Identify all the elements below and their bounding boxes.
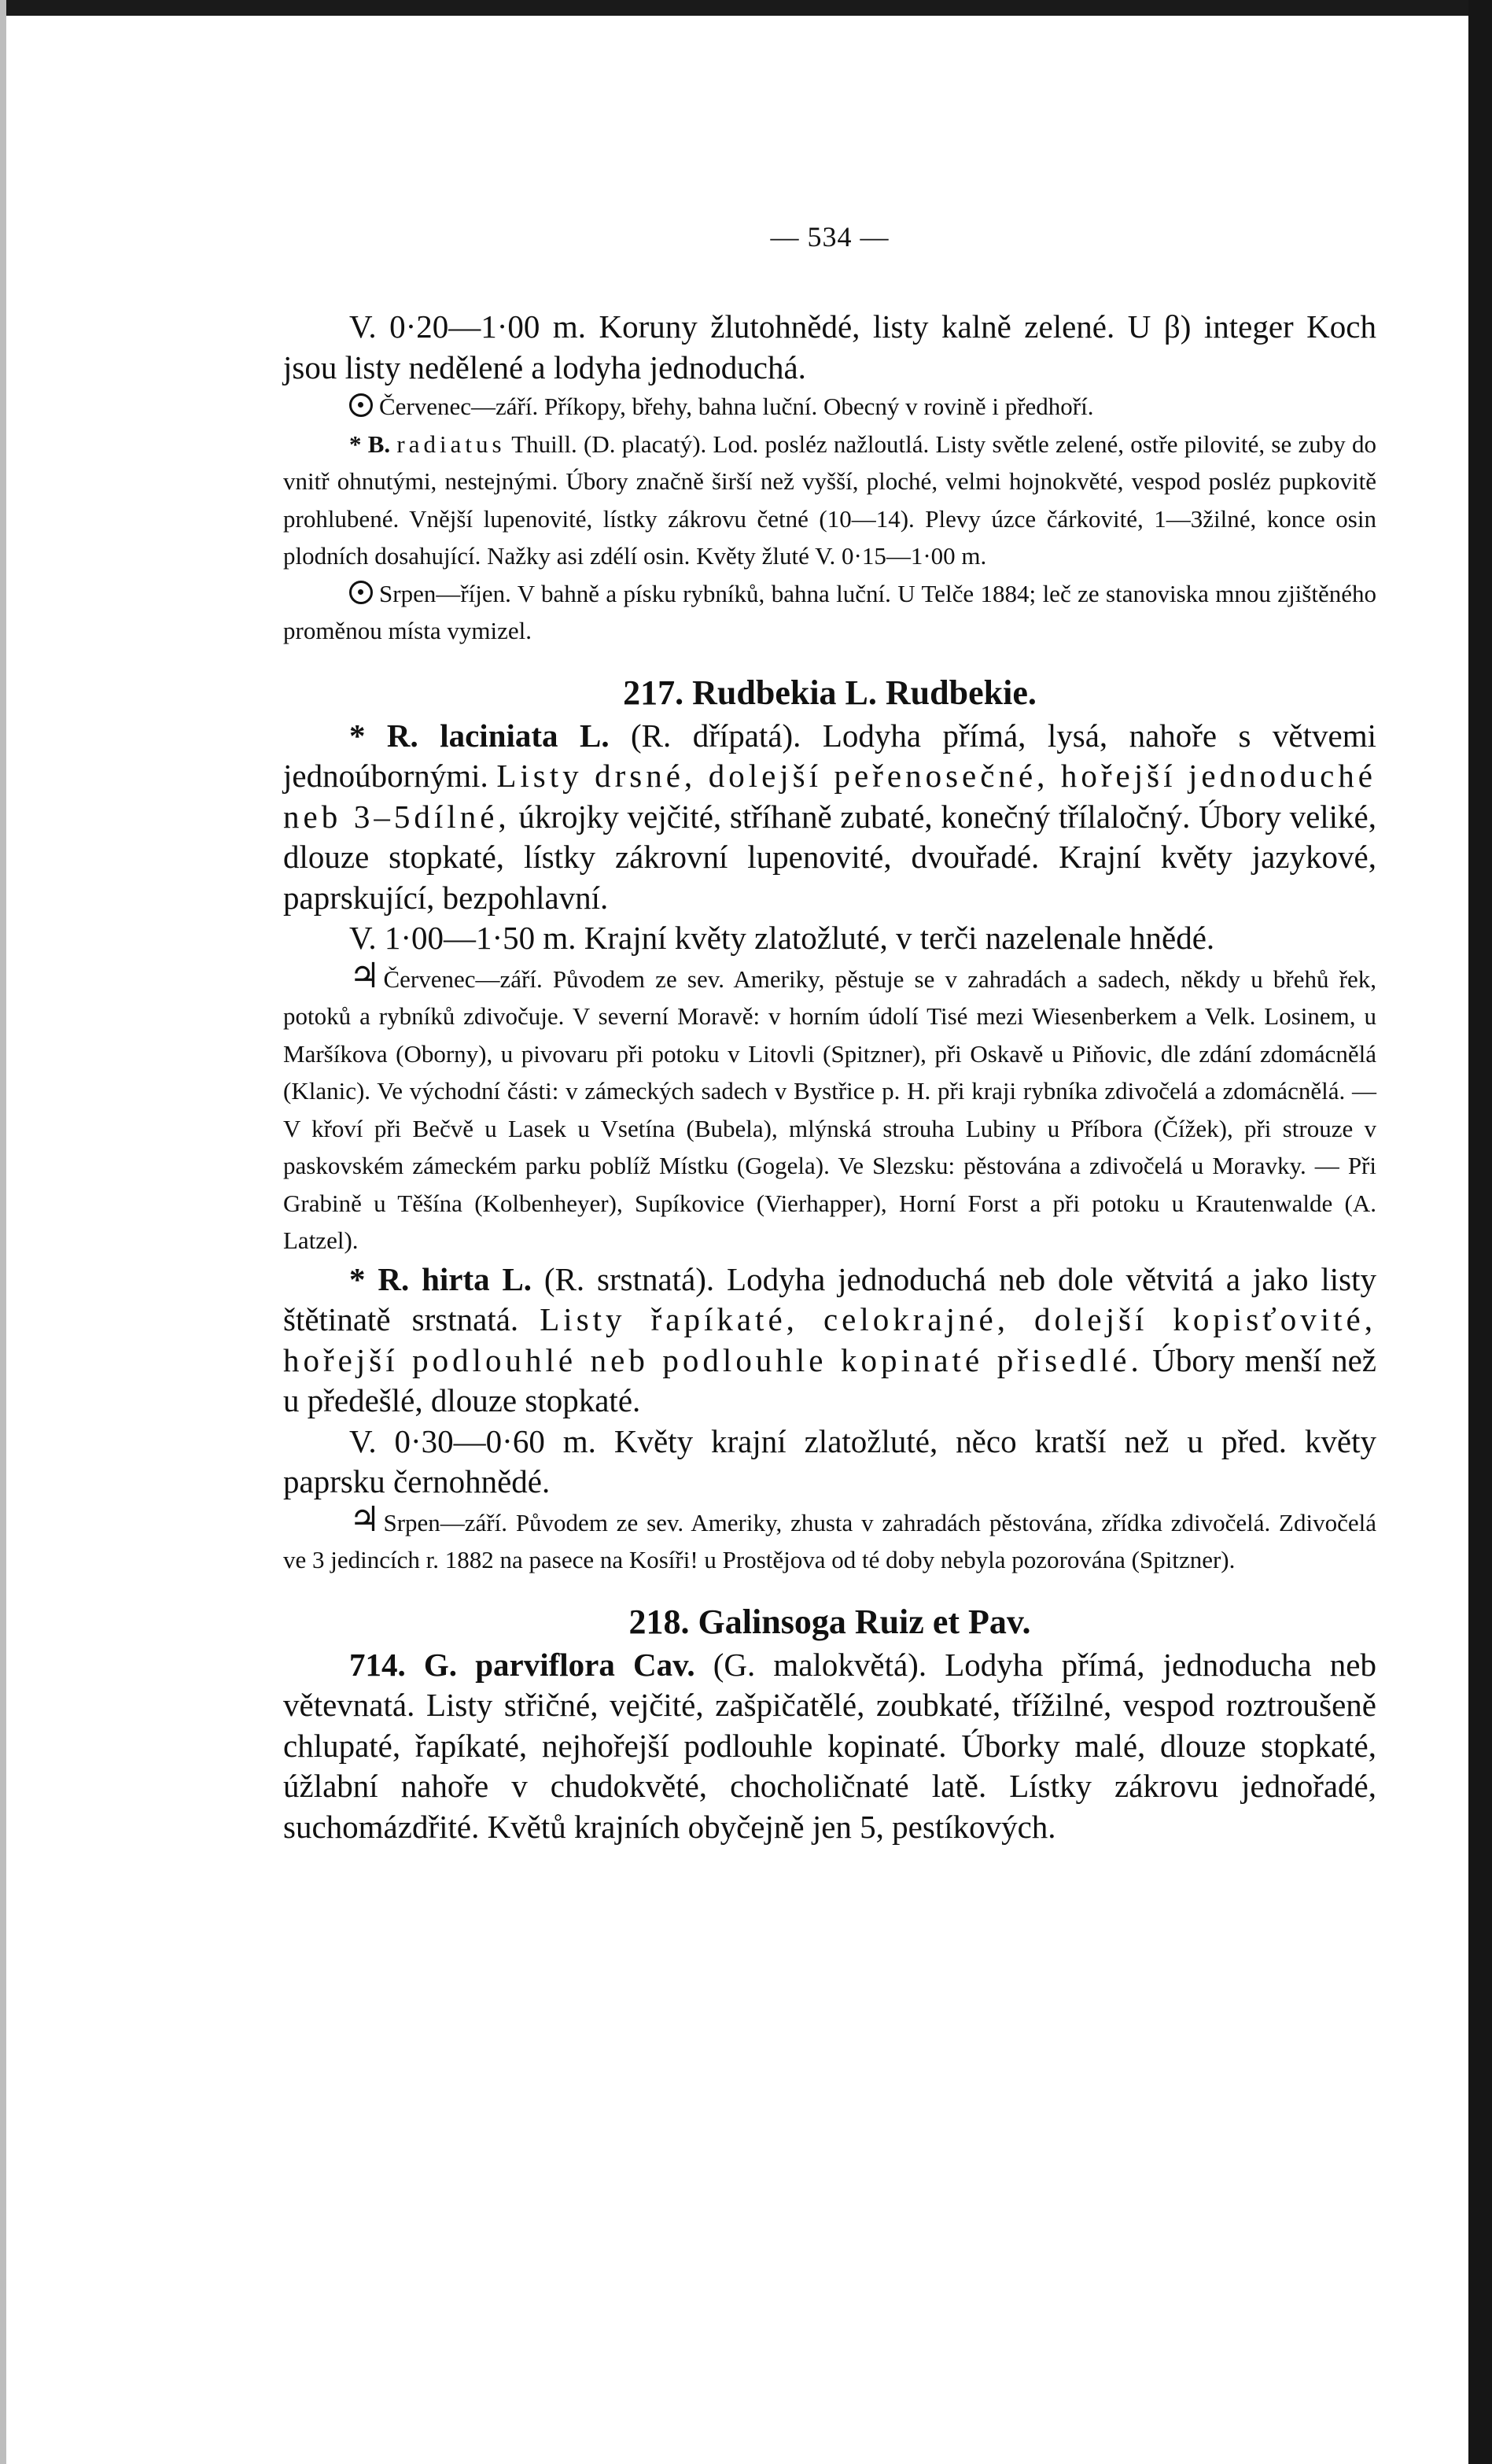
page-body xyxy=(283,220,1376,1847)
section-heading-217: 217. Rudbekia L. Rudbekie. xyxy=(623,673,1037,712)
scan-edge-top xyxy=(0,0,1492,16)
paragraph-r-hirta-measurements: V. 0·30—0·60 m. Květy krajní zlatožluté, něco kratší než u před. květy paprsku černohnědé. xyxy=(283,1422,1376,1499)
perennial-icon: ♃ xyxy=(349,955,381,996)
annual-icon xyxy=(349,581,373,604)
scan-edge-right xyxy=(1468,0,1492,2464)
section-heading-218: 218. Galinsoga Ruiz et Pav. xyxy=(628,1602,1031,1641)
paragraph-b-radiatus: * B. radiatus Thuill. (D. placatý). Lod. posléz nažloutlá. Listy světle zelené, ostře pilovité, se zuby do vnitř ohnutými, nestejnými. Úbory značně širší než vyšší, ploché, velmi hojnokvěté, vespod posléz pupkovitě prohlubené. Vnější lupenovité, lístky zákrovu četné (10—14). Plevy úzce čárkovité, 1—3žilné, konce osin plodních dosahující. Nažky asi zdélí osin. Květy žluté V. 0·15—1·00 m. xyxy=(283,430,1376,570)
paragraph-g-parviflora: 714. G. parviflora Cav. (G. malokvětá). Lodyha přímá, jednoducha neb větevnatá. Listy střičné, vejčité, zašpičatělé, zoubkaté, třížilné, vespod roztroušeně chlupaté, řapíkaté, nejhořejší podlouhle kopinaté. Úborky malé, dlouze stopkaté, úžlabní nahoře v chudokvěté, chocholičnaté latě. Lístky zákrovu jednořadé, suchomázdřité. Květů krajních obyčejně jen 5, pestíkových. xyxy=(283,1646,1377,1845)
paragraph-r-laciniata-distribution: ♃ Červenec—září. Původem ze sev. Ameriky, pěstuje se v zahradách a sadech, někdy u břehů řek, potoků a rybníků zdivočuje. V severní Moravě: v horním údolí Tisé mezi Wiesenberkem a Velk. Losinem, u Maršíkova (Oborny), u pivovaru při potoku v Litovli (Spitzner), při Oskavě u Piňovic, dle zdání zdomácnělá (Klanic). Ve východní části: v zámeckých sadech v Bystřice p. H. při kraji rybníka zdivočelá a zdomácnělá. — V křoví při Bečvě u Lasek u Vsetína (Bubela), mlýnská strouha Lubiny u Příbora (Čížek), při strouze v paskovském zámeckém parku poblíž Místku (Gogela). Ve Slezsku: pěstována a zdivočelá u Moravky. — Při Grabině u Těšína (Kolbenheyer), Supíkovice (Vierhapper), Horní Forst a při potoku u Krautenwalde (A. Latzel). xyxy=(283,955,1376,1254)
paragraph-flowering: Červenec—září. Příkopy, břehy, bahna luční. Obecný v rovině i předhoří. xyxy=(283,388,1376,426)
paragraph-r-hirta-distribution: ♃ Srpen—září. Původem ze sev. Ameriky, zhusta v zahradách pěstována, zřídka zdivočelá. Zdivočelá ve 3 jedincích r. 1882 na pasece na Kosíři! u Prostějova od té doby nebyla pozorována (Spitzner). xyxy=(283,1499,1376,1573)
annual-icon xyxy=(349,393,373,417)
paragraph-r-laciniata-measurements: V. 1·00—1·50 m. Krajní květy zlatožluté, v terči nazelenale hnědé. xyxy=(349,920,1215,956)
paragraph-b-radiatus-flowering: Srpen—říjen. V bahně a písku rybníků, bahna luční. U Telče 1884; leč ze stanoviska mnou zjištěného proměnou místa vymizel. xyxy=(283,579,1376,644)
perennial-icon: ♃ xyxy=(349,1499,381,1540)
paragraph-r-hirta: * R. hirta L. (R. srstnatá). Lodyha jednoduchá neb dole větvitá a jako listy štětinatě srstnatá. Listy řapíkaté, celokrajné, dolejší kopisťovité, hořejší podlouhlé neb podlouhle kopinaté přisedlé. Úbory menší než u předešlé, dlouze stopkaté. xyxy=(283,1260,1377,1418)
page-number: — 534 — xyxy=(770,221,890,253)
scan-edge-left xyxy=(0,0,6,2464)
paragraph-measurements: V. 0·20—1·00 m. Koruny žlutohnědé, listy kalně zelené. U β) integer Koch jsou listy nedělené a lodyha jednoduchá. xyxy=(283,308,1376,385)
paragraph-r-laciniata: * R. laciniata L. (R. dřípatá). Lodyha přímá, lysá, nahoře s větvemi jednoúbornými. Listy drsné, dolejší peřenosečné, hořejší jednoduché neb 3–5dílné, úkrojky vejčité, stříhaně zubaté, konečný třílaločný. Úbory veliké, dlouze stopkaté, lístky zákrovní lupenovité, dvouřadé. Krajní květy jazykové, paprskující, bezpohlavní. xyxy=(283,717,1377,916)
